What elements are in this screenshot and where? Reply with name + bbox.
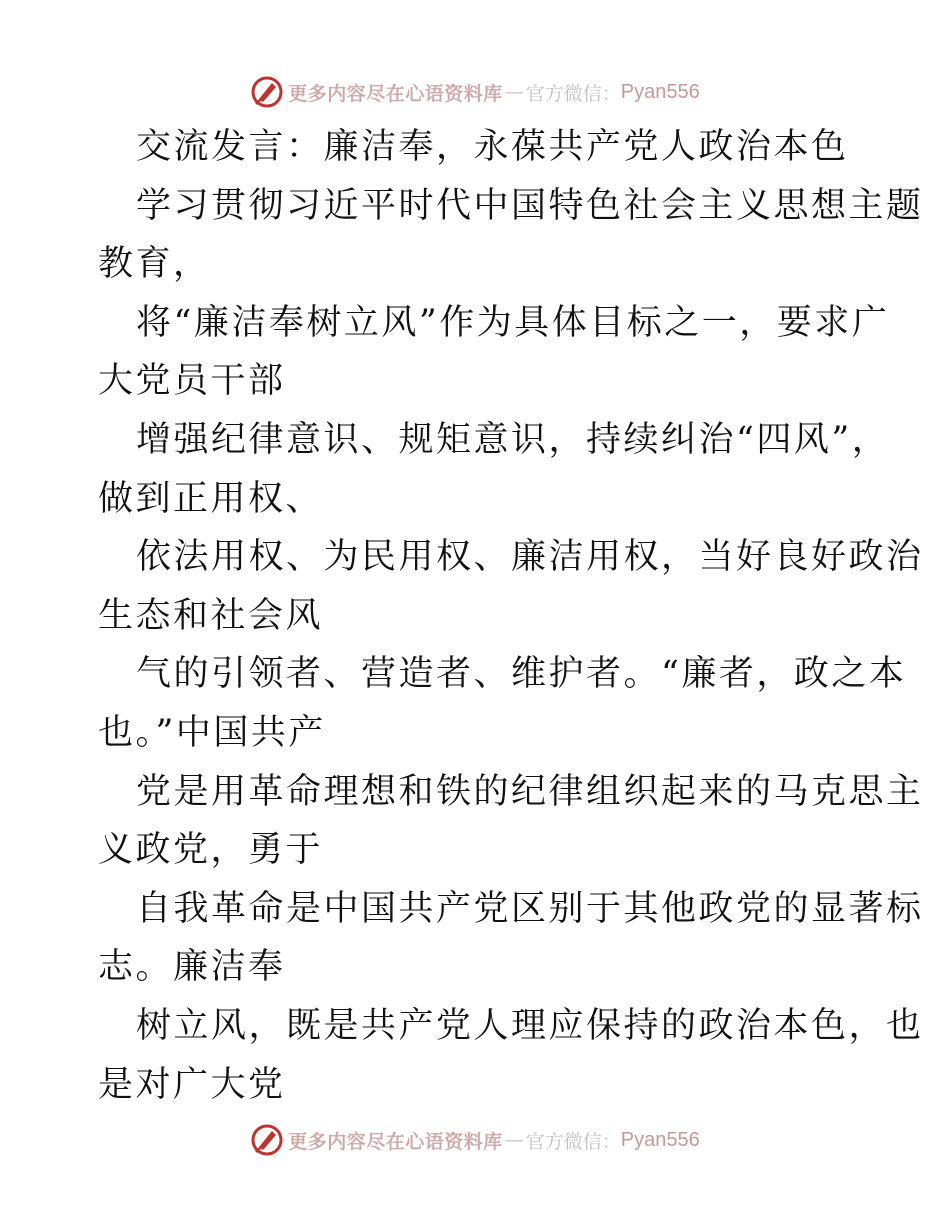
- document-line: 将“廉洁奉树立风”作为具体目标之一，要求广: [136, 302, 890, 343]
- banner-dash: —: [504, 81, 524, 103]
- document-line: 生态和社会风: [98, 595, 324, 636]
- document-line: 树立风，既是共产党人理应保持的政治本色，也: [136, 1005, 924, 1046]
- document-line: 气的引领者、营造者、维护者。“廉者，政之本: [136, 654, 907, 695]
- document-line: 教育，: [98, 244, 211, 285]
- document-line: 做到正用权、: [98, 478, 324, 519]
- banner-wechat-id: Pyan556: [620, 1128, 700, 1151]
- document-line: 依法用权、为民用权、廉洁用权，当好良好政治: [136, 537, 924, 578]
- banner-text: 更多内容尽在心语资料库: [288, 1130, 503, 1153]
- document-body: [98, 118, 924, 1114]
- banner-text: 更多内容尽在心语资料库: [288, 82, 503, 105]
- document-line: 增强纪律意识、规矩意识，持续纠治“四风”，: [136, 419, 890, 460]
- document-line: 也。”中国共产: [98, 712, 326, 753]
- banner-label: 官方微信：: [525, 1130, 621, 1153]
- document-line: 志。廉洁奉: [98, 947, 286, 988]
- banner-wechat-id: Pyan556: [620, 80, 700, 103]
- document-line: 学习贯彻习近平时代中国特色社会主义思想主题: [136, 185, 924, 226]
- banner-dash: —: [504, 1129, 524, 1151]
- document-line: 交流发言：廉洁奉，永葆共产党人政治本色: [136, 127, 849, 167]
- document-line: 义政党，勇于: [98, 830, 324, 871]
- banner-label: 官方微信：: [525, 82, 621, 105]
- pen-nib-seal-icon: [250, 75, 284, 109]
- header-banner: [0, 72, 950, 112]
- pen-nib-seal-icon: [250, 1123, 284, 1157]
- footer-banner: [0, 1120, 950, 1160]
- document-line: 自我革命是中国共产党区别于其他政党的显著标: [136, 888, 924, 929]
- document-line: 党是用革命理想和铁的纪律组织起来的马克思主: [136, 771, 924, 812]
- document-line: 是对广大党: [98, 1064, 286, 1105]
- document-line: 大党员干部: [98, 361, 286, 402]
